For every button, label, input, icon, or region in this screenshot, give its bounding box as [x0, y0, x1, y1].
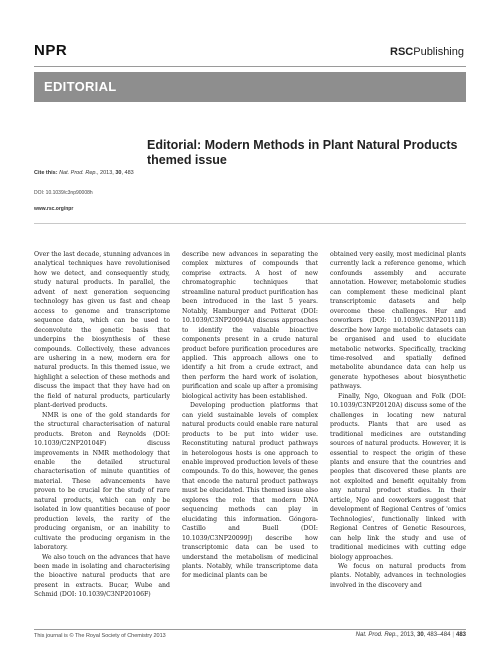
footer-rule	[34, 629, 466, 630]
section-label: EDITORIAL	[44, 79, 117, 94]
publisher-suffix: Publishing	[413, 46, 464, 58]
paragraph: describe new advances in separating the complex mixtures of compounds that comprise extracts. A host of new chromatographic techniques that streamline natural product purification has been introduced in the last 5 years. Notably, Hamburger and Potterat (DOI: 10.1039/C3NP20094A) discuss approaches to identify the valuable bioactive components present in a crude natural product before purification procedures are applied. This approach allows one to identify a hit from a crude extract, and then perform the hard work of isolation, purification and scale up after a promising biological activity has been established.	[182, 251, 318, 400]
body-column-1	[34, 250, 170, 622]
doi-line: DOI: 10.1039/c3np90008h	[34, 190, 93, 196]
footer-separator: |	[452, 632, 454, 638]
header-rule	[34, 66, 466, 67]
cite-label: Cite this:	[34, 170, 58, 176]
paragraph: Developing production platforms that can yield sustainable levels of complex natural products could enable rare natural products to be put into wider use. Reconstituting natural product pathways in heterologous hosts is one approach to enable improved production levels of these compounds. To do this, however, the genes that encode the natural product pathways must be elucidated. This themed issue also explores the role that modern DNA sequencing methods can play in elucidating this information. Góngora-Castillo and Buell (DOI: 10.1039/C3NP20099J) describe how transcriptomic data can be used to understand the metabolism of medicinal plants. Notably, while transcriptome data for medicinal plants can be	[182, 402, 318, 580]
citation-line	[34, 170, 134, 176]
journal-website-link[interactable]: www.rsc.org/npr	[34, 206, 74, 212]
paragraph: NMR is one of the gold standards for the structural characterisation of natural products. Breton and Reynolds (DOI: 10.1039/C2NP20104F) discuss improvements in NMR methodology that enable the detailed structural characterisation of minute quantities of material. These advancements have proven to be crucial for the study of rare natural products, which can only be isolated in low quantities because of poor production levels, the rarity of the producing organism, or an inability to cultivate the producing organism in the laboratory.	[34, 411, 170, 552]
footer-journal: Nat. Prod. Rep.	[355, 632, 398, 638]
cite-year: , 2013,	[96, 170, 116, 176]
paragraph: Over the last decade, stunning advances in analytical techniques have revolutionised how we detect, and consequently study, study natural products. In parallel, the advent of next generation sequencing technology has given us fast and cheap access to genome and transcriptome sequence data, which can be used to deconvolute the genetic basis that underpins the biosynthesis of these compounds. Collectively, these advances are ushering in a new, modern era for natural products. In this themed issue, we highlight a selection of these methods and discuss the impact that they have had on the field of natural products, particularly plant-derived products.	[34, 251, 170, 410]
article-title: Editorial: Modern Methods in Plant Natural Products themed issue	[147, 138, 458, 167]
publisher-logo	[390, 46, 464, 58]
page-number: 483	[455, 632, 466, 638]
journal-name: NPR	[34, 42, 68, 59]
cite-pages: , 483	[121, 170, 134, 176]
paragraph: We also touch on the advances that have been made in isolating and characterising the bioactive natural products that are present in extracts. Bucar, Wube and Schmid (DOI: 10.1039/C3NP20106F)	[34, 553, 170, 599]
footer-citation	[356, 632, 466, 638]
section-band	[34, 72, 466, 102]
publisher-prefix: RSC	[390, 46, 414, 58]
cite-journal: Nat. Prod. Rep.	[59, 170, 97, 176]
body-column-2	[182, 250, 318, 622]
body-column-3	[330, 250, 466, 622]
footer-pages: , 483–484	[423, 632, 451, 638]
copyright-notice: This journal is © The Royal Society of Chemistry 2013	[34, 633, 166, 639]
paragraph: obtained very easily, most medicinal plants currently lack a reference genome, which confounds assembly and accurate annotation. However, metabolomic studies can complement these medicinal plant transcriptomic datasets and help overcome these challenges. Hur and coworkers (DOI: 10.1039/C3NP20111B) describe how large metabolic datasets can be organised and used to elucidate metabolic networks. Specifically, tracking time-resolved and spatially defined metabolite abundance data can help us generate hypotheses about biosynthetic pathways.	[330, 251, 466, 391]
paragraph: We focus on natural products from plants. Notably, advances in technologies involved in the discovery and	[330, 562, 466, 589]
section-divider	[34, 223, 466, 224]
footer-volume: 30	[417, 632, 424, 638]
footer-year: , 2013,	[397, 632, 418, 638]
cite-volume: 30	[115, 170, 122, 176]
paragraph: Finally, Ngo, Okoguan and Folk (DOI: 10.1039/C3NP20120A) discuss some of the challenges in locating new natural products. Plants that are used as traditional medicines are outstanding sources of natural products. However, it is essential to respect the origin of these plants and ensure that the countries and peoples that discovered these plants are not exploited and benefit equitably from any natural product studies. In their article, Ngo and coworkers suggest that development of Regional Centres of 'omics Technologies', functionally linked with Regional Centres of Genetic Resources, can help link the study and use of traditional medicines with cutting edge biology approaches.	[330, 392, 466, 561]
